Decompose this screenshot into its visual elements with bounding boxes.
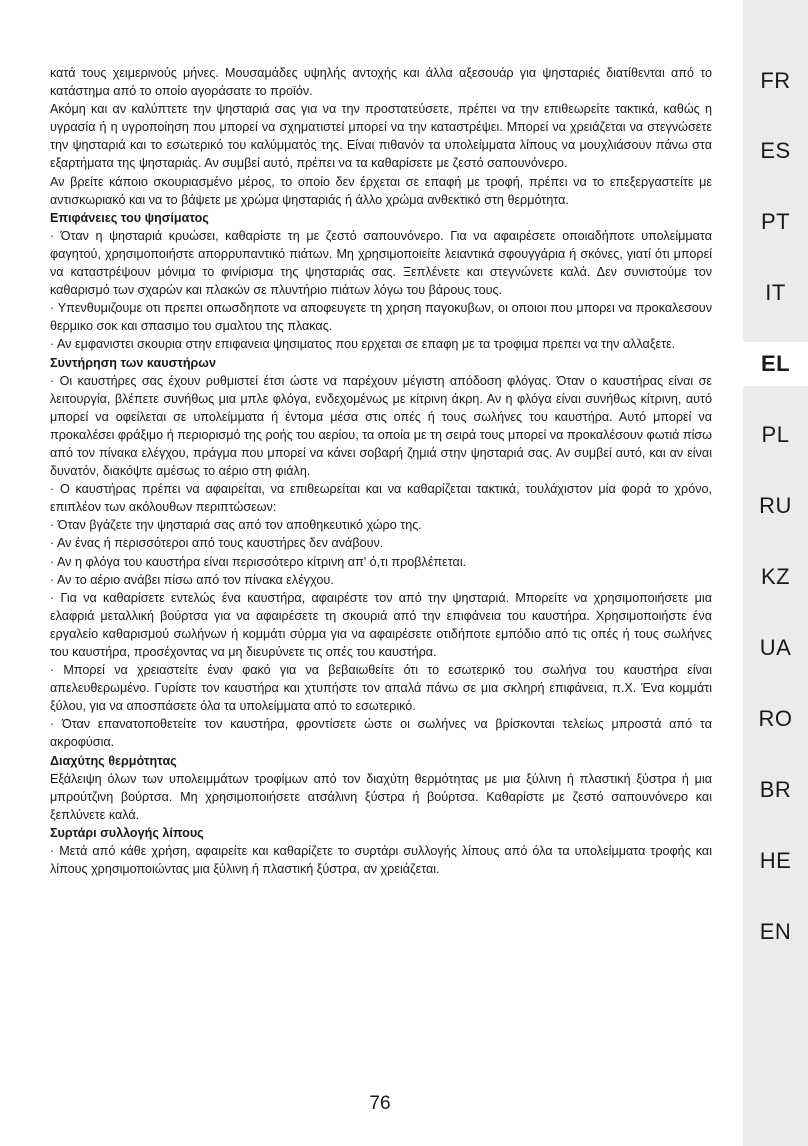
paragraph: · Μπορεί να χρειαστείτε έναν φακό για να βεβαιωθείτε ότι το εσωτερικό του σωλήνα του καυστήρα είναι απελευθερωμένο. Γυρίστε τον καυστήρα και χτυπήστε τον απαλά πάνω σε μια σκληρή επιφάνεια, π.Χ. Ένα κομμάτι ξύλου, για να αποσπάσετε όλα τα υπολείμματα από το εσωτερικό. <box>50 663 712 714</box>
paragraph: Αν βρείτε κάποιο σκουριασμένο μέρος, το οποίο δεν έρχεται σε επαφή με τροφή, πρέπει να το επεξεργαστείτε με αντισκωριακό και να το βάψετε με χρώμα ψησταριάς ή άλλο χρώμα ανθεκτικό στη θερμότητα. <box>50 174 712 207</box>
paragraph: κατά τους χειμερινούς μήνες. Μουσαμάδες υψηλής αντοχής και άλλα αξεσουάρ για ψησταριές διατίθενται από το κατάστημα από το οποίο αγοράσατε το προϊόν. <box>50 66 712 99</box>
language-tab-en[interactable]: EN <box>759 919 792 944</box>
language-tab-es[interactable]: ES <box>760 138 791 163</box>
language-tab-kz[interactable]: KZ <box>760 564 791 589</box>
section-heading: Συντήρηση των καυστήρων <box>50 355 216 370</box>
paragraph: · Όταν επανατοποθετείτε τον καυστήρα, φροντίσετε ώστε οι σωλήνες να βρίσκονται τελείως μπροστά από τα ακροφύσια. <box>50 717 712 750</box>
paragraph: · Αν η φλόγα του καυστήρα είναι περισσότερο κίτρινη απ' ό,τι προβλέπεται. <box>50 554 467 569</box>
language-tab-fr[interactable]: FR <box>760 68 791 93</box>
section-heading: Συρτάρι συλλογής λίπους <box>50 825 204 840</box>
paragraph: · Υπενθυμιζουμε οτι πρεπει οπωσδηποτε να αποφευγετε τη χρηση παγοκυβων, οι οποιοι που μπορει να προκαλεσουν θερμικο σοκ και σπασιμο του σμαλτου της πλακας. <box>50 301 712 334</box>
paragraph: Ακόμη και αν καλύπτετε την ψησταριά σας για να την προστατεύσετε, πρέπει να την επιθεωρείτε τακτικά, καθώς η υγρασία ή η υγροποίηση που μπορεί να σχηματιστεί μπορεί να την καταστρέψει. Μπορεί να χρειάζεται να στεγνώσετε την ψησταριά και το εσωτερικό του καλύμματός της. Είναι πιθανόν τα υπολείμματα λίπους να μουχλιάσουν πάνω στα εξαρτήματα της ψησταριάς. Αν συμβεί αυτό, πρέπει να τα καθαρίσετε με ζεστό σαπουνόνερο. <box>50 102 712 171</box>
language-tab-it[interactable]: IT <box>765 280 786 305</box>
language-tab-pt[interactable]: PT <box>760 209 791 234</box>
paragraph: · Όταν βγάζετε την ψησταριά σας από τον αποθηκευτικό χώρο της. <box>50 518 422 533</box>
paragraph: Εξάλειψη όλων των υπολειμμάτων τροφίμων από τον διαχύτη θερμότητας με μια ξύλινη ή πλαστική ξύστρα ή μια μπρούτζινη βούρτσα. Μη χρησιμοποιήσετε ατσάλινη ξύστρα ή βούρτσα. Καθαρίστε με ζεστό σαπουνόνερο και ξεπλύνετε καλά. <box>50 771 712 822</box>
language-tab-ru[interactable]: RU <box>759 493 792 518</box>
paragraph: · Μετά από κάθε χρήση, αφαιρείτε και καθαρίζετε το συρτάρι συλλογής λίπους από όλα τα υπολείμματα τροφής και λίπους χρησιμοποιώντας μια ξύλινη ή πλαστική ξύστρα, αν χρειάζεται. <box>50 844 712 877</box>
language-tab-el[interactable]: EL <box>743 342 808 386</box>
language-tab-br[interactable]: BR <box>759 777 792 802</box>
language-tab-pl[interactable]: PL <box>761 422 790 447</box>
language-tab-he[interactable]: HE <box>759 848 792 873</box>
paragraph: · Για να καθαρίσετε εντελώς ένα καυστήρα, αφαιρέστε τον από την ψησταριά. Μπορείτε να χρησιμοποιήσετε μια ελαφριά μεταλλική βούρτσα για να αφαιρέσετε τη σκουριά από την επιφάνεια του καυστήρα. Χρησιμοποιήστε ένα εργαλείο καθαρισμού σωλήνων ή κομμάτι σύρμα για να αφαιρέσετε οτιδήποτε εμπόδιο από τις οπές ή τους σωλήνες του καυστήρα, προσέχοντας να μη διευρύνετε τις οπές του καυστήρα. <box>50 590 712 659</box>
section-heading: Διαχύτης θερμότητας <box>50 753 177 768</box>
paragraph: · Οι καυστήρες σας έχουν ρυθμιστεί έτσι ώστε να παρέχουν μέγιστη απόδοση φλόγας. Όταν ο καυστήρας είναι σε λειτουργία, βλέπετε συνήθως μια μπλε φλόγα, ενδεχομένως με κίτρινη άκρη. Αν η φλόγα είναι συνήθως κίτρινη, αυτό μπορεί να οφείλεται σε υπολείμματα ή έντομα μέσα στις οπές ή τους σωλήνες του καυστήρα. Αυτό μπορεί να προκαλέσει φράξιμο ή περιορισμό της ροής του αερίου, τα οποία με τη σειρά τους μπορεί να προκαλέσουν φωτιά πίσω από τον πίνακα ελέγχου, πράγμα που μπορεί να κάνει σοβαρή ζημιά στην ψησταριά σας. Αν συμβεί αυτό, και αν είναι δυνατόν, διακόψτε αμέσως το αέριο στη φιάλη. <box>50 373 712 479</box>
paragraph: · Αν το αέριο ανάβει πίσω από τον πίνακα ελέγχου. <box>50 572 334 587</box>
page-number: 76 <box>369 1093 391 1114</box>
paragraph: · Αν ένας ή περισσότεροι από τους καυστήρες δεν ανάβουν. <box>50 536 384 551</box>
language-sidebar <box>743 0 808 1146</box>
paragraph: · Ο καυστήρας πρέπει να αφαιρείται, να επιθεωρείται και να καθαρίζεται τακτικά, τουλάχιστον μία φορά το χρόνο, επιπλέον των ακόλουθων περιπτώσεων: <box>50 482 712 515</box>
paragraph: · Αν εμφανιστει σκουρια στην επιφανεια ψησιματος που ερχεται σε επαφη με τα τροφιμα πρεπει να την αλλαξετε. <box>50 337 676 352</box>
language-tab-ua[interactable]: UA <box>759 635 792 660</box>
paragraph: · Όταν η ψησταριά κρυώσει, καθαρίστε τη με ζεστό σαπουνόνερο. Για να αφαιρέσετε οποιαδήποτε υπολείμματα φαγητού, χρησιμοποιήστε απορρυπαντικό πιάτων. Μη χρησιμοποιείτε λειαντικά σφουγγάρια ή σκόνες, γιατί ότι μπορεί να καταστρέψουν μόνιμα το φινίρισμα της ψησταριάς σας. Ξεπλένετε και στεγνώνετε καλά. Δεν συνιστούμε τον καθαρισμό των σχαρών και πλακών σε πλυντήριο πιάτων λόγω του βάρους τους. <box>50 228 712 298</box>
section-heading: Επιφάνειες του ψησίματος <box>50 210 209 225</box>
manual-text-body <box>50 64 712 878</box>
language-tab-ro[interactable]: RO <box>758 706 793 731</box>
